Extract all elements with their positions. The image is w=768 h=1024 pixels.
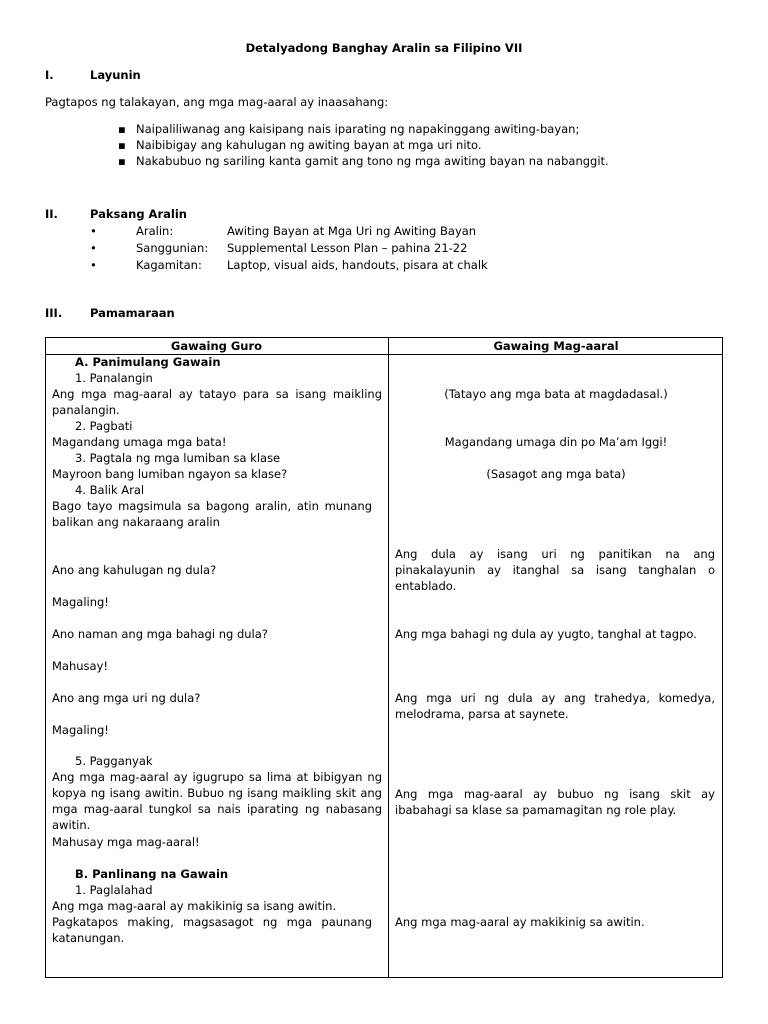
teacher-text: Ang mga mag-aaral ay tatayo para sa isang maikling panalangin. [52, 387, 382, 417]
student-response: Ang dula ay isang uri ng panitikan na ang pinakalayunin ay itanghal sa isang tanghalan o entablado. [395, 547, 715, 593]
teacher-question: Ano naman ang mga bahagi ng dula? [52, 627, 268, 641]
column-header-teacher: Gawaing Guro [170, 339, 263, 353]
student-response: Magandang umaga din po Ma’am Iggi! [444, 435, 668, 449]
step-heading: 1. Panalangin [75, 371, 153, 385]
student-response: (Sasagot ang mga bata) [486, 467, 626, 481]
teacher-praise: Mahusay mga mag-aaral! [52, 835, 200, 849]
teacher-praise: Magaling! [52, 595, 109, 609]
section-heading: Pamamaraan [90, 306, 175, 320]
student-response: Ang mga bahagi ng dula ay yugto, tanghal at tagpo. [395, 627, 697, 641]
student-response: Ang mga uri ng dula ay ang trahedya, komedya, melodrama, parsa at saynete. [395, 691, 715, 721]
topic-value: Laptop, visual aids, handouts, pisara at chalk [227, 258, 488, 272]
teacher-text: Pagkatapos making, magsasagot ng mga paunang katanungan. [52, 915, 372, 945]
section-number: I. [45, 68, 54, 82]
objective-item: Nakabubuo ng sariling kanta gamit ang tono ng mga awiting bayan na nabanggit. [136, 154, 609, 168]
bullet-marker: • [90, 224, 97, 238]
column-header-students: Gawaing Mag-aaral [493, 339, 619, 353]
objective-item: Naibibigay ang kahulugan ng awiting bayan at mga uri nito. [136, 138, 482, 152]
section-heading: Paksang Aralin [90, 207, 187, 221]
bullet-marker: ▪ [118, 138, 126, 152]
section-number: III. [45, 306, 63, 320]
step-heading: 4. Balik Aral [75, 483, 145, 497]
teacher-text: Ang mga mag-aaral ay igugrupo sa lima at bibigyan ng kopya ng isang awitin. Bubuo ng isang maikling skit ang mga mag-aaral tungkol sa nais iparating ng nabasang awitin. [52, 770, 382, 832]
document-title: Detalyadong Banghay Aralin sa Filipino VII [245, 41, 523, 55]
teacher-praise: Magaling! [52, 723, 109, 737]
bullet-marker: • [90, 241, 97, 255]
teacher-question: Ano ang kahulugan ng dula? [52, 563, 217, 577]
teacher-praise: Mahusay! [52, 659, 109, 673]
student-response: Ang mga mag-aaral ay makikinig sa awitin. [395, 915, 645, 929]
topic-label: Kagamitan: [136, 258, 202, 272]
teacher-text: Mayroon bang lumiban ngayon sa klase? [52, 467, 288, 481]
subsection-heading: B. Panlinang na Gawain [75, 867, 229, 881]
bullet-marker: ▪ [118, 122, 126, 136]
objective-item: Naipaliliwanag ang kaisipang nais iparating ng napakinggang awiting-bayan; [136, 122, 580, 136]
step-heading: 1. Paglalahad [75, 883, 153, 897]
teacher-text: Magandang umaga mga bata! [52, 435, 227, 449]
student-response: Ang mga mag-aaral ay bubuo ng isang skit ay ibabahagi sa klase sa pamamagitan ng role play. [395, 787, 715, 817]
teacher-text: Ang mga mag-aaral ay makikinig sa isang awitin. [52, 899, 337, 913]
section-heading: Layunin [90, 68, 141, 82]
topic-value: Supplemental Lesson Plan – pahina 21-22 [227, 241, 468, 255]
subsection-heading: A. Panimulang Gawain [75, 355, 221, 369]
topic-value: Awiting Bayan at Mga Uri ng Awiting Bayan [227, 224, 477, 238]
objectives-intro: Pagtapos ng talakayan, ang mga mag-aaral ay inaasahang: [45, 95, 389, 109]
step-heading: 2. Pagbati [75, 419, 133, 433]
teacher-text: Bago tayo magsimula sa bagong aralin, atin munang balikan ang nakaraang aralin [52, 499, 372, 529]
step-heading: 3. Pagtala ng mga lumiban sa klase [75, 451, 281, 465]
topic-label: Aralin: [136, 224, 174, 238]
section-number: II. [45, 207, 58, 221]
student-response: (Tatayo ang mga bata at magdadasal.) [444, 387, 668, 401]
teacher-question: Ano ang mga uri ng dula? [52, 691, 201, 705]
bullet-marker: • [90, 258, 97, 272]
bullet-marker: ▪ [118, 154, 126, 168]
step-heading: 5. Pagganyak [75, 754, 153, 768]
topic-label: Sanggunian: [136, 241, 209, 255]
